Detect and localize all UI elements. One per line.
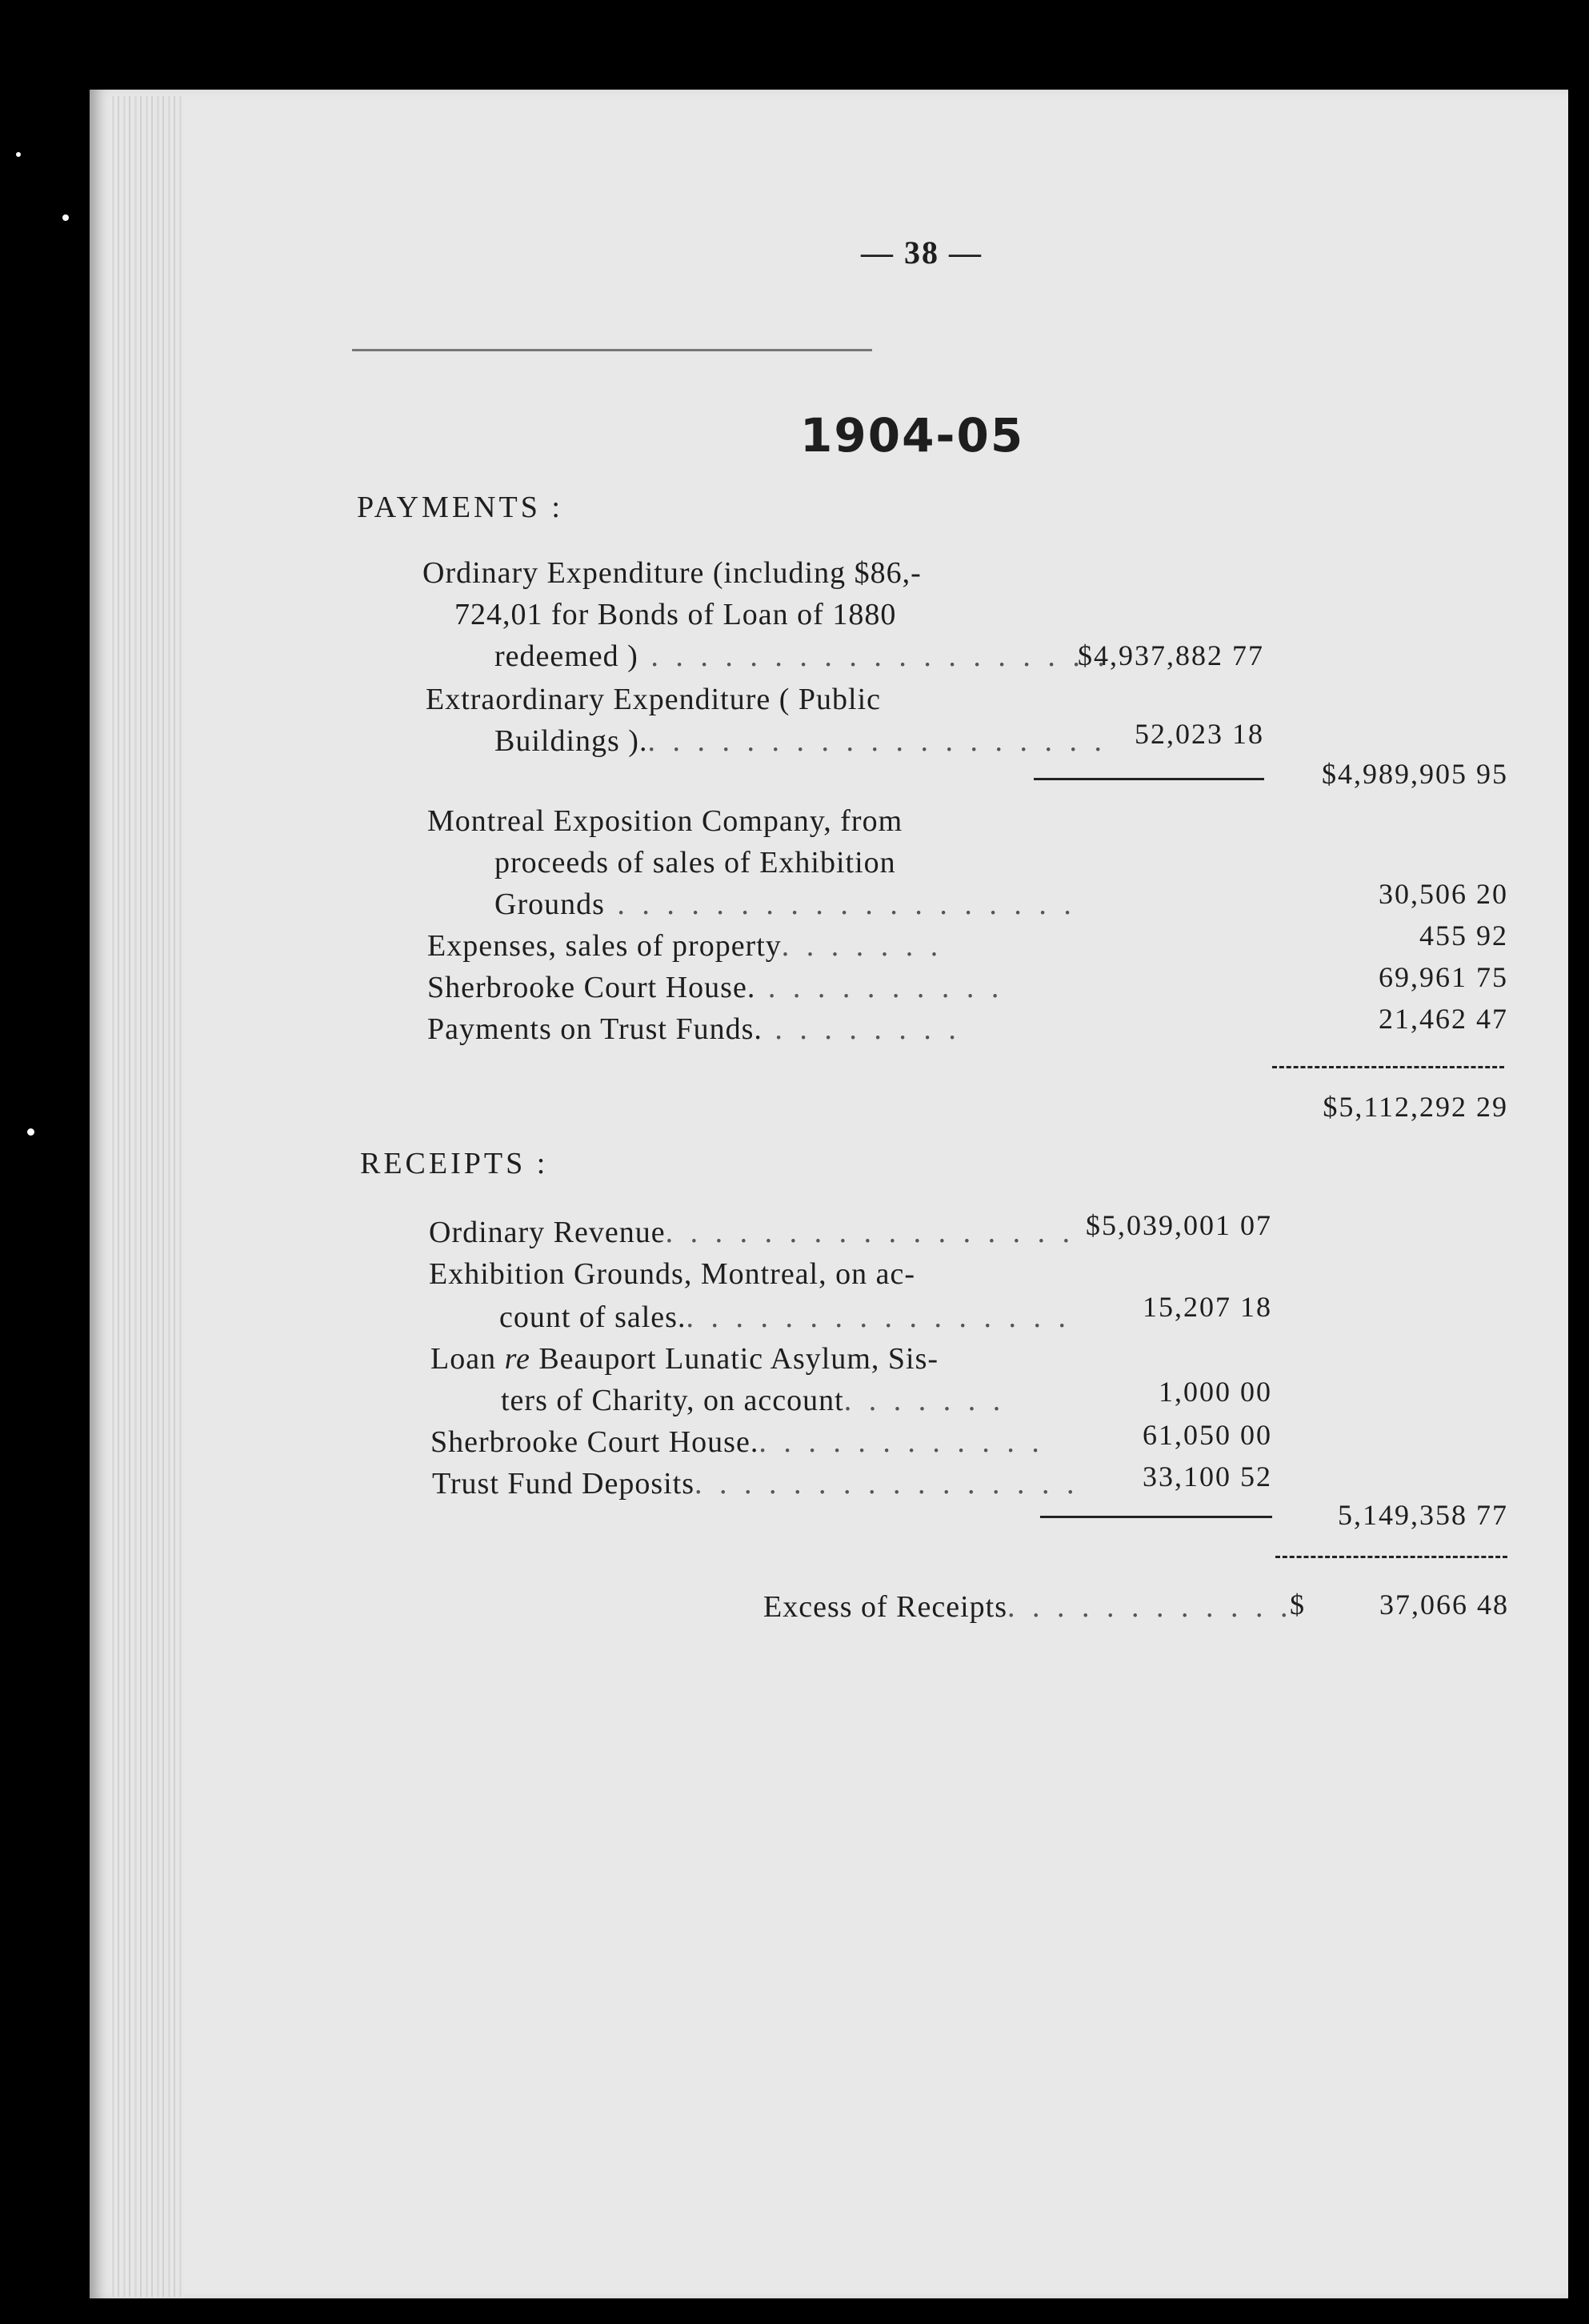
ordinary-revenue-amount: $5,039,001 07	[1086, 1209, 1272, 1241]
extraordinary-expenditure-line1: Extraordinary Expenditure ( Public	[426, 683, 882, 716]
loan-beauport-line1	[430, 1341, 939, 1376]
scan-speck	[16, 152, 21, 157]
payments-heading: PAYMENTS :	[357, 491, 563, 524]
expenses-sales-line	[427, 928, 943, 964]
montreal-exposition-line1: Montreal Exposition Company, from	[427, 804, 903, 838]
sherbrooke-receipt-label: Sherbrooke Court House.	[430, 1425, 759, 1459]
sherbrooke-receipt-amount: 61,050 00	[1143, 1419, 1272, 1451]
scan-speck	[62, 214, 69, 221]
leader-dots: . . . . . . . . . . . . . . . .	[694, 1467, 1079, 1501]
expenses-sales-amount: 455 92	[1419, 920, 1508, 952]
scan-speck	[27, 1128, 34, 1136]
page-number: — 38 —	[861, 234, 983, 270]
ordinary-expenditure-line2: 724,01 for Bonds of Loan of 1880	[454, 598, 897, 631]
loan-label-pre: Loan	[430, 1342, 505, 1376]
ordinary-expenditure-line1: Ordinary Expenditure (including $86,-	[422, 556, 922, 590]
excess-receipts-amount: 37,066 48	[1379, 1589, 1509, 1621]
montreal-exposition-line2: proceeds of sales of Exhibition	[494, 846, 896, 880]
sherbrooke-payment-amount: 69,961 75	[1379, 961, 1508, 993]
leader-dots: . . . . . . . . . .	[755, 971, 1004, 1004]
receipts-subtotal-rule	[1040, 1516, 1272, 1518]
ordinary-revenue-line	[429, 1215, 1075, 1250]
montreal-exposition-line3	[494, 887, 1076, 922]
sherbrooke-payment-label: Sherbrooke Court House.	[427, 971, 756, 1004]
expenses-sales-label: Expenses, sales of property	[427, 929, 782, 963]
leader-dots: . . . . . . . . . . . . . . . . .	[665, 1216, 1075, 1249]
leader-dots: . . . . . . . . . . . . . . . . . . .	[638, 639, 1110, 673]
payments-total-amount: $5,112,292 29	[1323, 1091, 1508, 1123]
trust-deposits-label: Trust Fund Deposits	[432, 1467, 695, 1501]
excess-dollar-sign: $	[1290, 1589, 1306, 1621]
trust-payments-line	[427, 1012, 961, 1047]
extraordinary-expenditure-label: Buildings ).	[494, 724, 648, 758]
loan-beauport-label: ters of Charity, on account	[501, 1384, 844, 1417]
exhibition-grounds-line1: Exhibition Grounds, Montreal, on ac-	[429, 1257, 916, 1291]
loan-beauport-amount: 1,000 00	[1159, 1376, 1272, 1408]
excess-rule	[1275, 1556, 1507, 1558]
leader-dots: . . . . . . . . . . . . . . . . . . .	[604, 888, 1076, 921]
loan-beauport-line2	[501, 1383, 1005, 1418]
montreal-exposition-amount: 30,506 20	[1379, 878, 1508, 910]
montreal-exposition-label: Grounds	[494, 888, 605, 921]
leader-dots: . . . . . . . . . . . .	[1007, 1590, 1293, 1624]
extraordinary-expenditure-amount: 52,023 18	[1135, 718, 1264, 750]
receipts-heading: RECEIPTS :	[360, 1147, 549, 1180]
header-rule	[352, 349, 872, 351]
ordinary-expenditure-amount: $4,937,882 77	[1078, 639, 1264, 671]
extraordinary-expenditure-line2	[494, 723, 1107, 759]
trust-deposits-amount: 33,100 52	[1143, 1461, 1272, 1493]
leader-dots: . . . . . . . . . . . .	[758, 1425, 1044, 1459]
fiscal-year-title: 1904-05	[800, 408, 1025, 463]
loan-label-post: Beauport Lunatic Asylum, Sis-	[530, 1342, 939, 1376]
loan-label-re: re	[504, 1342, 530, 1376]
sherbrooke-payment-line	[427, 970, 1003, 1005]
leader-dots: . . . . . . . . . . . . . . . .	[686, 1300, 1071, 1334]
payments-total-rule	[1272, 1066, 1504, 1068]
page-edge-shadow	[112, 96, 184, 2297]
exhibition-grounds-amount: 15,207 18	[1143, 1291, 1272, 1323]
leader-dots: . . . . . . .	[843, 1384, 1006, 1417]
subtotal-rule	[1034, 778, 1264, 780]
leader-dots: . . . . . . . . . . . . . . . . . . .	[647, 724, 1107, 758]
excess-receipts-line	[763, 1589, 1293, 1625]
trust-payments-amount: 21,462 47	[1379, 1003, 1508, 1035]
ordinary-expenditure-line3	[494, 639, 1110, 674]
ordinary-expenditure-label: redeemed )	[494, 639, 638, 673]
excess-receipts-label: Excess of Receipts	[763, 1590, 1008, 1624]
sherbrooke-receipt-line	[430, 1424, 1044, 1460]
leader-dots: . . . . . . . .	[762, 1012, 961, 1046]
exhibition-grounds-line2	[499, 1300, 1071, 1335]
leader-dots: . . . . . . .	[781, 929, 943, 963]
trust-payments-label: Payments on Trust Funds.	[427, 1012, 762, 1046]
trust-deposits-line	[432, 1466, 1079, 1501]
exhibition-grounds-label: count of sales.	[499, 1300, 686, 1334]
payments-subtotal-amount: $4,989,905 95	[1322, 758, 1508, 790]
receipts-total-amount: 5,149,358 77	[1338, 1499, 1508, 1531]
ordinary-revenue-label: Ordinary Revenue	[429, 1216, 666, 1249]
